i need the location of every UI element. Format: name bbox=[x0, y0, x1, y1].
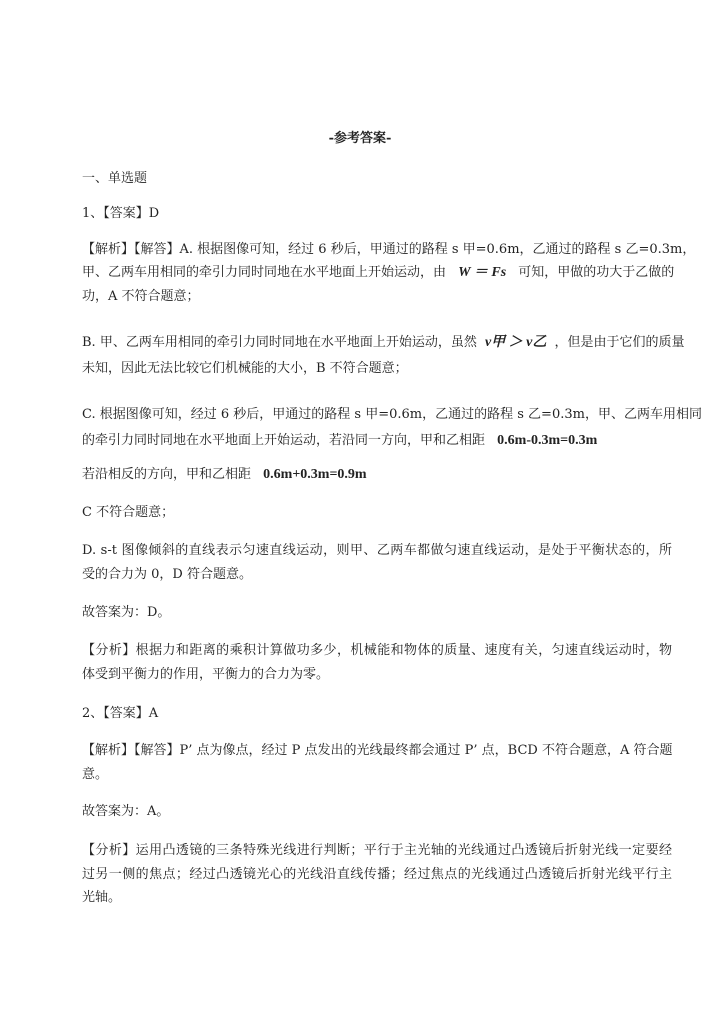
q2-analysis-line1: 【解析】【解答】P’ 点为像点，经过 P 点发出的光线最终都会通过 P’ 点，BCD 不符合题意，A 符合题 bbox=[82, 743, 673, 758]
q1-conclusion: 故答案为：D。 bbox=[82, 605, 171, 620]
q1-analysis-a-line3: 功，A 不符合题意； bbox=[82, 289, 200, 304]
text: 甲、乙两车用相同的牵引力同时同地在水平地面上开始运动，由 bbox=[82, 265, 447, 280]
q1-analysis-c-line3 bbox=[82, 466, 672, 484]
formula-velocity: v甲 ＞ v乙 bbox=[484, 335, 547, 350]
text: B. 甲、乙两车用相同的牵引力同时同地在水平地面上开始运动，虽然 bbox=[82, 335, 477, 350]
q2-conclusion: 故答案为：A。 bbox=[82, 804, 170, 819]
q1-analysis-c-line2 bbox=[82, 432, 672, 450]
text: 的牵引力同时同地在水平地面上开始运动，若沿同一方向，甲和乙相距 bbox=[82, 433, 486, 448]
q2-fenxi-line2: 过另一侧的焦点；经过凸透镜光心的光线沿直线传播；经过焦点的光线通过凸透镜后折射光线平行主 bbox=[82, 867, 672, 882]
text: 可知，甲做的功大于乙做的 bbox=[518, 265, 675, 280]
q1-fenxi-line1: 【分析】根据力和距离的乘积计算做功多少，机械能和物体的质量、速度有关，匀速直线运动时，物 bbox=[82, 643, 672, 658]
section-heading: 一、单选题 bbox=[82, 171, 148, 186]
q1-analysis-b-line1 bbox=[82, 334, 685, 352]
q2-analysis-line2: 意。 bbox=[82, 767, 109, 782]
formula-work: W ＝ Fs bbox=[458, 265, 507, 280]
q1-analysis-c-line1: C. 根据图像可知，经过 6 秒后，甲通过的路程 s 甲=0.6m，乙通过的路程 s 乙=0.3m，甲、乙两车用相同 bbox=[82, 407, 702, 422]
q1-analysis-d-line2: 受的合力为 0，D 符合题意。 bbox=[82, 567, 252, 582]
page-title: -参考答案- bbox=[328, 131, 392, 146]
equation-same-direction: 0.6m-0.3m=0.3m bbox=[497, 433, 598, 448]
q1-analysis-c-line4: C 不符合题意； bbox=[82, 505, 175, 520]
q1-analysis-b-line2: 未知，因此无法比较它们机械能的大小，B 不符合题意； bbox=[82, 361, 408, 376]
q1-fenxi-line2: 体受到平衡力的作用，平衡力的合力为零。 bbox=[82, 667, 330, 682]
equation-opposite-direction: 0.6m+0.3m=0.9m bbox=[263, 467, 367, 482]
text: 若沿相反的方向，甲和乙相距 bbox=[82, 467, 252, 482]
q1-analysis-a-line2 bbox=[82, 264, 675, 282]
q1-analysis-d-line1: D. s-t 图像倾斜的直线表示匀速直线运动，则甲、乙两车都做匀速直线运动，是处于平衡状态的，所 bbox=[82, 543, 672, 558]
q2-fenxi-line1: 【分析】运用凸透镜的三条特殊光线进行判断；平行于主光轴的光线通过凸透镜后折射光线一定要经 bbox=[82, 843, 672, 858]
text: ，但是由于它们的质量 bbox=[554, 335, 685, 350]
q2-answer: 2、【答案】A bbox=[82, 706, 159, 721]
q1-analysis-a-line1: 【解析】【解答】A. 根据图像可知，经过 6 秒后，甲通过的路程 s 甲=0.6m，乙通过的路程 s 乙=0.3m， bbox=[82, 242, 696, 257]
q2-fenxi-line3: 光轴。 bbox=[82, 890, 122, 905]
q1-answer: 1、【答案】D bbox=[82, 206, 160, 221]
